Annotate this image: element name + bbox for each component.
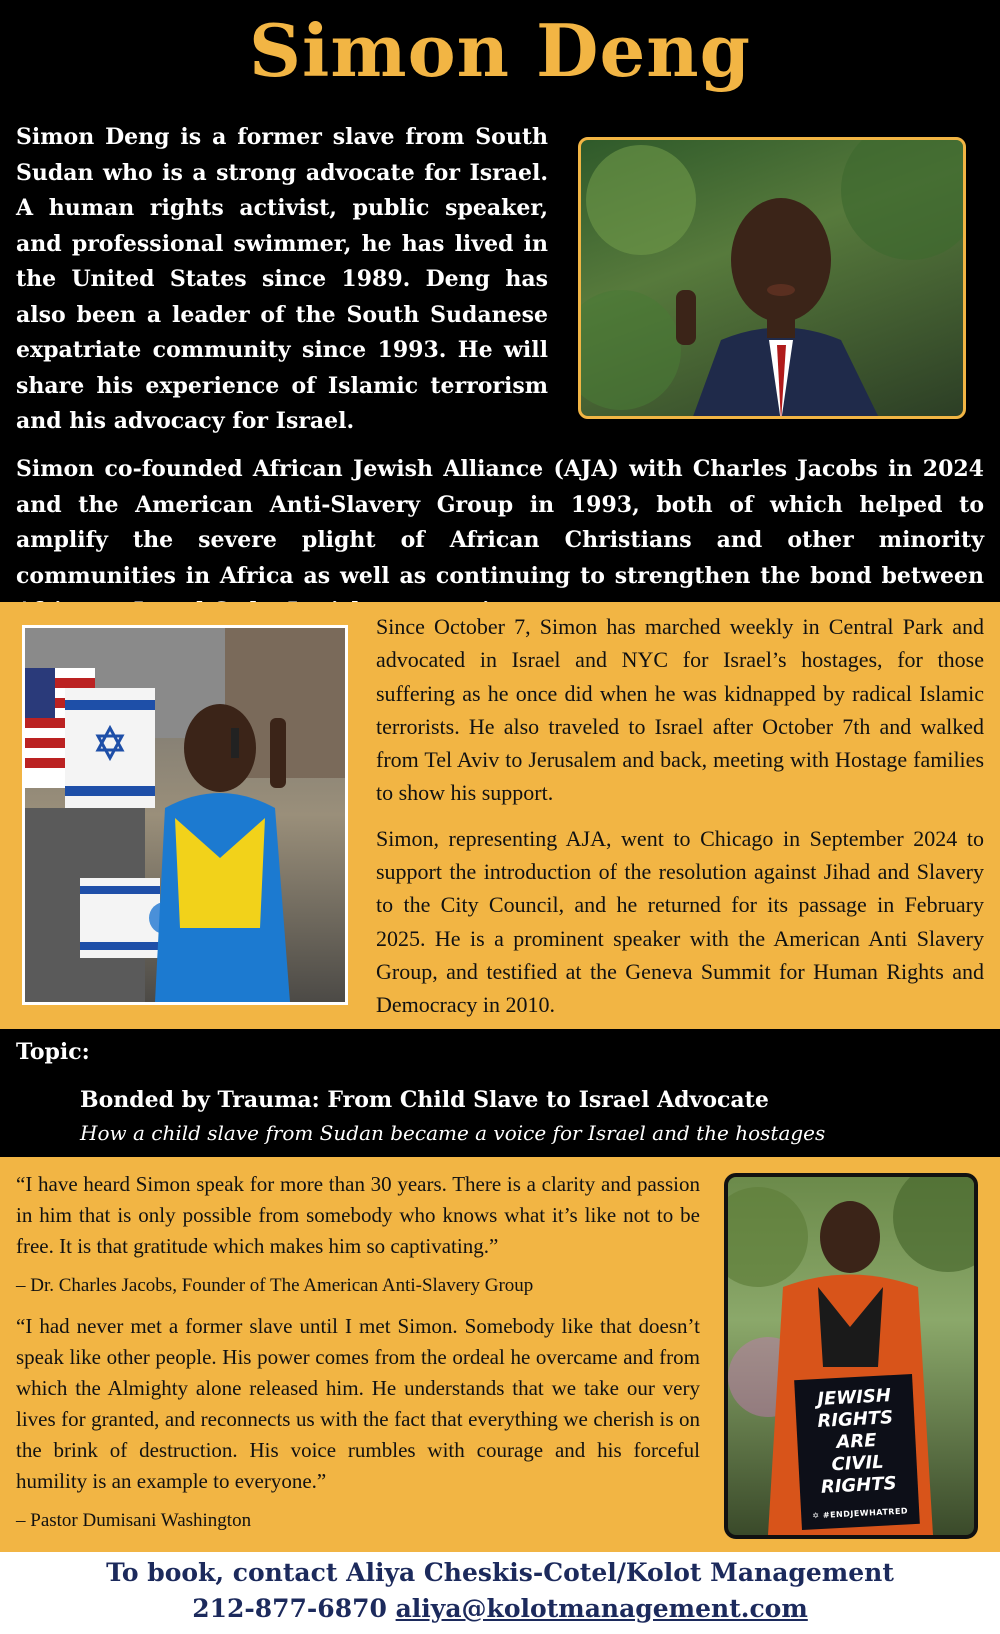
activism-paragraph-1: Since October 7, Simon has marched weekly in Central Park and advocated in Israel and NYC for Israel’s hostages, for those suffering as he once did when he was kidnapped by radical Islamic terrorists. He also traveled to Israel after October 7th and walked from Tel Aviv to Jerusalem and back, meeting with Hostage families to show his support. xyxy=(376,614,984,806)
activism-paragraph-2: Simon, representing AJA, went to Chicago in September 2024 to support the introduction of the resolution against Jihad and Slavery to the City Council, and he returned for its passage in February 2025. He is a prominent speaker with the American Anti Slavery Group, and testified at the Geneva Summit for Human Rights and Democracy in 2010. xyxy=(376,825,984,1018)
sign-line-1: JEWISH xyxy=(816,1385,892,1410)
testimonial-quote: “I had never met a former slave until I met Simon. Somebody like that doesn’t speak like other people. His power comes from the ordeal he overcame and from which the Almighty alone released him. He understands that we take our very lives for granted, and reconnects us with the fact that everything we cherish is on the brink of destruction. His voice rumbles with courage and his forceful humility is an example to everyone.” xyxy=(16,1314,700,1493)
booking-line: To book, contact Aliya Cheskis-Cotel/Kolot Management xyxy=(106,1558,894,1587)
topic-title: Bonded by Trauma: From Child Slave to Israel Advocate xyxy=(80,1087,769,1113)
testimonials-list xyxy=(16,1169,700,1546)
contact-section xyxy=(0,1552,1000,1634)
rally-illustration xyxy=(25,628,345,1002)
protest-sign xyxy=(794,1374,920,1530)
intro-section xyxy=(0,0,1000,602)
page-title: Simon Deng xyxy=(249,8,751,93)
sign-line-4: CIVIL xyxy=(831,1451,885,1476)
topic-label: Topic: xyxy=(16,1039,90,1065)
rally-photo xyxy=(22,625,348,1005)
israel-flag-1 xyxy=(65,688,155,808)
email-link[interactable]: aliya@kolotmanagement.com xyxy=(395,1594,808,1623)
testimonials-section xyxy=(0,1157,1000,1552)
sign-hashtag: ✡ #ENDJEWHATRED xyxy=(812,1506,909,1521)
israel-flag-2 xyxy=(80,878,160,958)
topic-section xyxy=(0,1029,1000,1157)
contact-details xyxy=(0,1594,1000,1623)
topic-subtitle: How a child slave from Sudan became a voice for Israel and the hostages xyxy=(80,1121,826,1145)
cofounded-paragraph: Simon co-founded African Jewish Alliance (AJA) with Charles Jacobs in 2024 and the American Anti-Slavery Group in 1993, both of which helped to amplify the severe plight of African Christians and other minority communities in Africa as well as continuing to strengthen the bond between xyxy=(16,456,984,589)
testimonial-quote: “I have heard Simon speak for more than 30 years. There is a clarity and passion in him that is only possible from somebody who knows what it’s like not to be free. It is that gratitude which makes him so captivating.” xyxy=(16,1172,700,1258)
sign-line-3: ARE xyxy=(835,1429,878,1454)
portrait-illustration xyxy=(581,140,966,419)
activism-section xyxy=(0,602,1000,1029)
sign-line-2: RIGHTS xyxy=(816,1407,894,1433)
portrait-photo xyxy=(578,137,966,419)
intro-paragraph: Simon Deng is a former slave from South Sudan who is a strong advocate for Israel. A human rights activist, public speaker, and professional swimmer, he has lived in the United States since 1989. Deng has also been a leader of the South Sudanese expatriate community since 1993. He will share his experience of Islamic terrorism and his advocacy for Israel. xyxy=(16,124,548,434)
sign-line-5: RIGHTS xyxy=(820,1472,898,1498)
phone-number: 212-877-6870 xyxy=(192,1594,387,1623)
testimonial-attribution: – Dr. Charles Jacobs, Founder of The American Anti-Slavery Group xyxy=(16,1275,534,1296)
activism-text xyxy=(376,610,984,1034)
sign-photo xyxy=(724,1173,978,1539)
testimonial-attribution: – Pastor Dumisani Washington xyxy=(16,1510,252,1531)
